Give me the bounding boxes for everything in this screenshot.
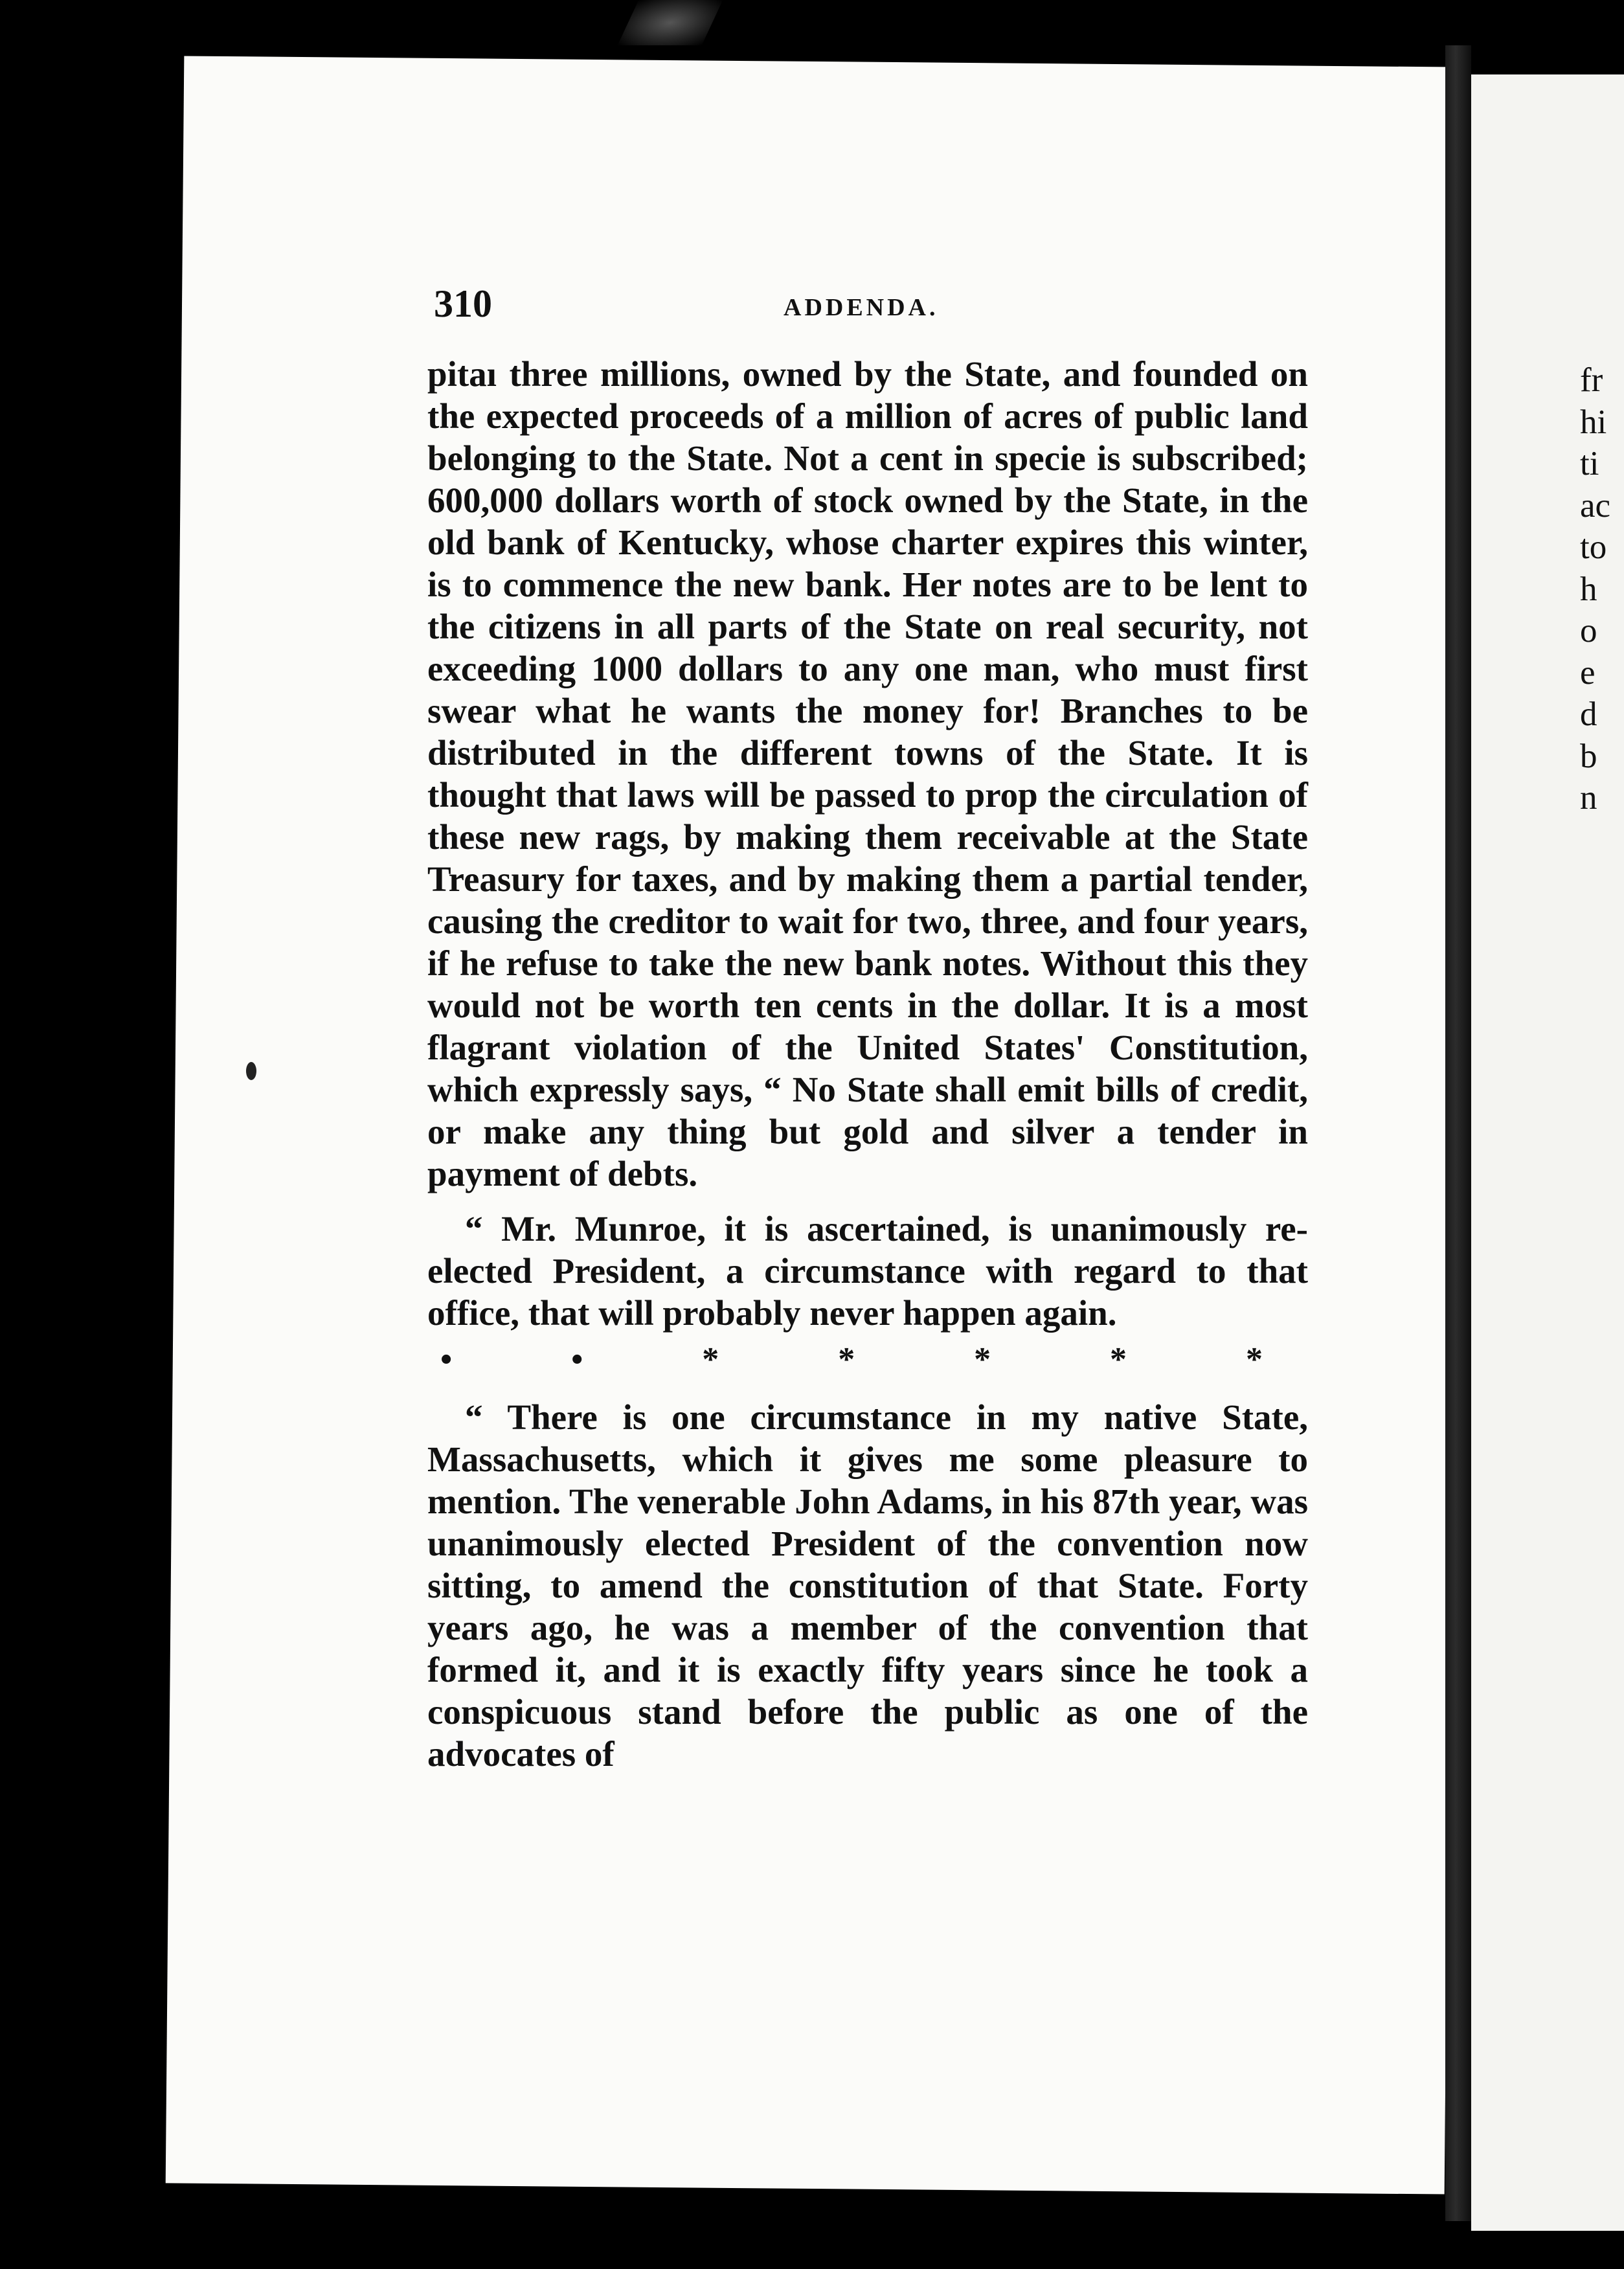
binding-shadow xyxy=(618,0,723,45)
separator-mark: • xyxy=(440,1341,453,1378)
page-body xyxy=(427,353,1308,1775)
separator-mark: * xyxy=(974,1341,991,1378)
separator-mark: * xyxy=(1245,1341,1263,1378)
separator-mark: • xyxy=(571,1341,583,1378)
running-head-title: ADDENDA. xyxy=(784,294,939,321)
paragraph-bank-of-kentucky: pitaı three millions, owned by the State, and founded on the expected proceeds of a million of acres of public land belonging to the State. Not a cent in specie is subscribed; 600,000 dollars worth of stock owned by the State, in the old bank of Kentucky, whose charter expires this winter, is to commence the new bank. Her notes are to be lent to the citizens in all parts of the State on real security, not exceeding 1000 dollars to any one man, who must first swear what he wants the money for! Branches to be distributed in the different towns of the State. It is thought that laws will be passed to prop the circulation of these new rags, by making them receivable at the State Treasury for taxes, and by making them a partial tender, causing the creditor to wait for two, three, and four years, if he refuse to take the new bank notes. Without this they would not be worth ten cents in the dollar. It is a most flagrant violation of the United States' Constitution, which expressly says, “ No State shall emit bills of credit, or make any thing but gold and silver a tender in payment of debts. xyxy=(427,354,1308,1193)
page-number: 310 xyxy=(434,282,492,325)
separator-mark: * xyxy=(1110,1341,1127,1378)
paragraph-munroe: “ Mr. Munroe, it is ascertained, is unanimously re-elected President, a circumstance with regard to that office, that will probably never happen again. xyxy=(427,1209,1308,1333)
separator-mark: * xyxy=(838,1341,855,1378)
separator-mark: * xyxy=(702,1341,719,1378)
ink-blot xyxy=(246,1062,256,1080)
book-gutter xyxy=(1445,45,1471,2221)
paragraph-massachusetts: “ There is one circumstance in my native State, Massachusetts, which it gives me some pleasure to mention. The venerable John Adams, in his 87th year, was unanimously elected President of the convention now sitting, to amend the constitution of that State. Forty years ago, he was a member of the convention that formed it, and it is exactly fifty years since he took a conspicuous stand before the public as one of the advocates of xyxy=(427,1397,1308,1774)
facing-page-text: fr hi ti ac to h o e d b n xyxy=(1580,361,1611,817)
section-separator xyxy=(427,1343,1308,1377)
